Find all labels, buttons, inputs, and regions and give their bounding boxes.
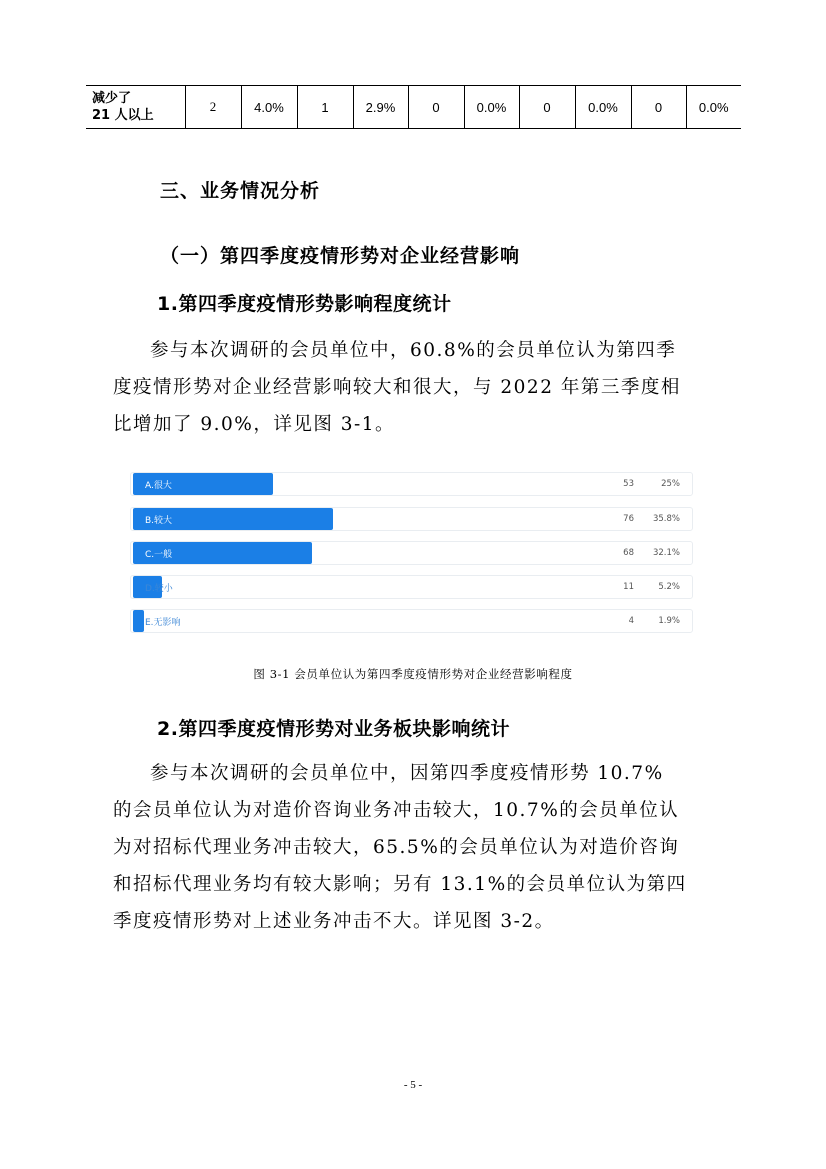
bar-percent-c: 32.1% xyxy=(652,548,680,558)
page-number: - 5 - xyxy=(403,1079,423,1091)
table-cell: 1 xyxy=(297,86,353,129)
table-cell: 0 xyxy=(408,86,464,129)
bar-label-c: C.一般 xyxy=(145,550,173,560)
paragraph-line: 参与本次调研的会员单位中，60.8%的会员单位认为第四季 xyxy=(150,340,677,361)
paragraph-line: 季度疫情形势对上述业务冲击不大。详见图 3-2。 xyxy=(113,911,555,932)
bar-row-b xyxy=(130,507,693,531)
impact-bar-chart xyxy=(130,470,695,635)
row-label-line1: 减少了 xyxy=(92,91,132,106)
bar-count-d: 11 xyxy=(623,582,634,592)
bar-row-e xyxy=(130,609,693,633)
table-cell: 0.0% xyxy=(575,86,631,129)
table-cell: 0.0% xyxy=(464,86,519,129)
table-cell: 0 xyxy=(519,86,575,129)
heading-2: 2.第四季度疫情形势对业务板块影响统计 xyxy=(157,718,510,740)
bar-row-a xyxy=(130,472,693,496)
bar-count-c: 68 xyxy=(623,548,634,558)
bar-count-e: 4 xyxy=(628,616,634,626)
table-row xyxy=(86,86,741,129)
bar-e xyxy=(133,610,144,632)
bar-percent-d: 5.2% xyxy=(658,582,680,592)
bar-label-d: D.较小 xyxy=(145,584,173,594)
bar-label-a: A.很大 xyxy=(145,481,172,491)
heading-1: 1.第四季度疫情形势影响程度统计 xyxy=(157,293,452,315)
table-cell: 2.9% xyxy=(353,86,408,129)
paragraph-line: 比增加了 9.0%，详见图 3-1。 xyxy=(113,414,396,435)
subsection-title: （一）第四季度疫情形势对企业经营影响 xyxy=(160,245,521,267)
bar-percent-e: 1.9% xyxy=(658,616,680,626)
section-title: 三、业务情况分析 xyxy=(160,180,321,202)
paragraph-line: 度疫情形势对企业经营影响较大和很大，与 2022 年第三季度相 xyxy=(113,377,681,398)
paragraph-line: 为对招标代理业务冲击较大，65.5%的会员单位认为对造价咨询 xyxy=(113,837,680,858)
data-table xyxy=(86,85,741,129)
bar-label-b: B.较大 xyxy=(145,516,173,526)
bar-count-b: 76 xyxy=(623,514,634,524)
table-cell: 4.0% xyxy=(241,86,297,129)
table-cell: 0.0% xyxy=(698,99,729,115)
figure-caption: 图 3-1 会员单位认为第四季度疫情形势对企业经营影响程度 xyxy=(253,667,573,681)
paragraph-1 xyxy=(113,332,723,443)
table-cell: 2 xyxy=(185,86,241,129)
row-label-cell xyxy=(86,86,185,129)
bar-label-e: E.无影响 xyxy=(145,618,181,628)
bar-row-c xyxy=(130,541,693,565)
paragraph-line: 和招标代理业务均有较大影响；另有 13.1%的会员单位认为第四 xyxy=(113,874,687,895)
bar-count-a: 53 xyxy=(623,479,634,489)
bar-percent-b: 35.8% xyxy=(652,514,680,524)
paragraph-line: 的会员单位认为对造价咨询业务冲击较大，10.7%的会员单位认 xyxy=(113,800,680,821)
paragraph-line: 参与本次调研的会员单位中，因第四季度疫情形势 10.7% xyxy=(150,763,664,784)
table-cell: 0 xyxy=(631,86,686,129)
bar-percent-a: 25% xyxy=(661,479,680,489)
row-label-line2: 21 人以上 xyxy=(92,108,154,123)
paragraph-2 xyxy=(113,755,723,940)
bar-row-d xyxy=(130,575,693,599)
